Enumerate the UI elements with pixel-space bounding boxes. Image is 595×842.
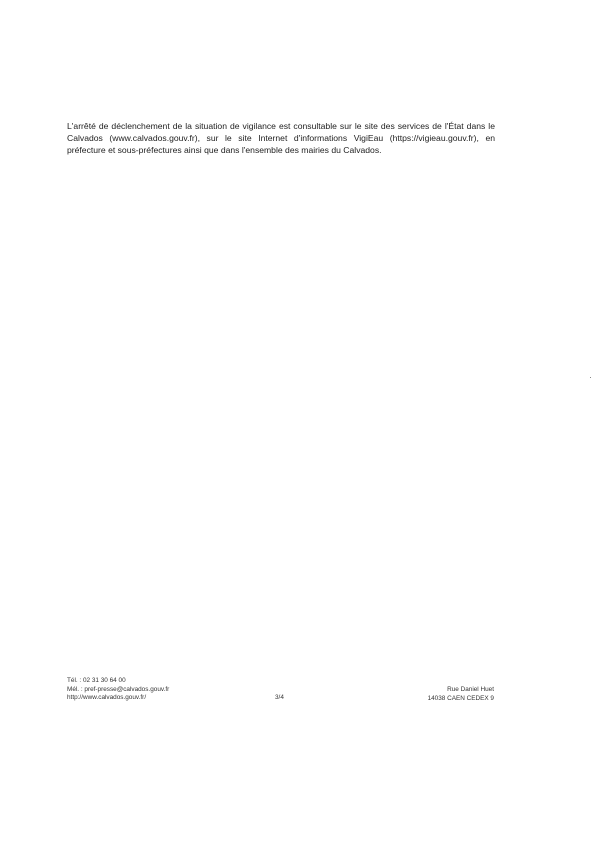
vigilance-paragraph: L'arrêté de déclenchement de la situation de vigilance est consultable sur le site des services de l'État dans le Calvados (www.calvados.gouv.fr), sur le site Internet d'informations VigiEau (https://vigieau.gouv.fr), en préfecture et sous-préfectures ainsi que dans l'ensemble des mairies du Calvados. xyxy=(67,121,495,156)
footer-contact xyxy=(67,677,237,703)
address-city: 14038 CAEN CEDEX 9 xyxy=(427,694,494,702)
footer-phone: Tél. : 02 31 30 64 00 xyxy=(67,677,126,684)
footer-address xyxy=(428,686,494,703)
address-street: Rue Daniel Huet xyxy=(447,686,494,693)
scan-speck xyxy=(590,377,591,378)
footer-website: http://www.calvados.gouv.fr/ xyxy=(67,694,147,702)
footer-email: Mél. : pref-presse@calvados.gouv.fr xyxy=(67,685,170,693)
page-number: 3/4 xyxy=(275,694,284,701)
